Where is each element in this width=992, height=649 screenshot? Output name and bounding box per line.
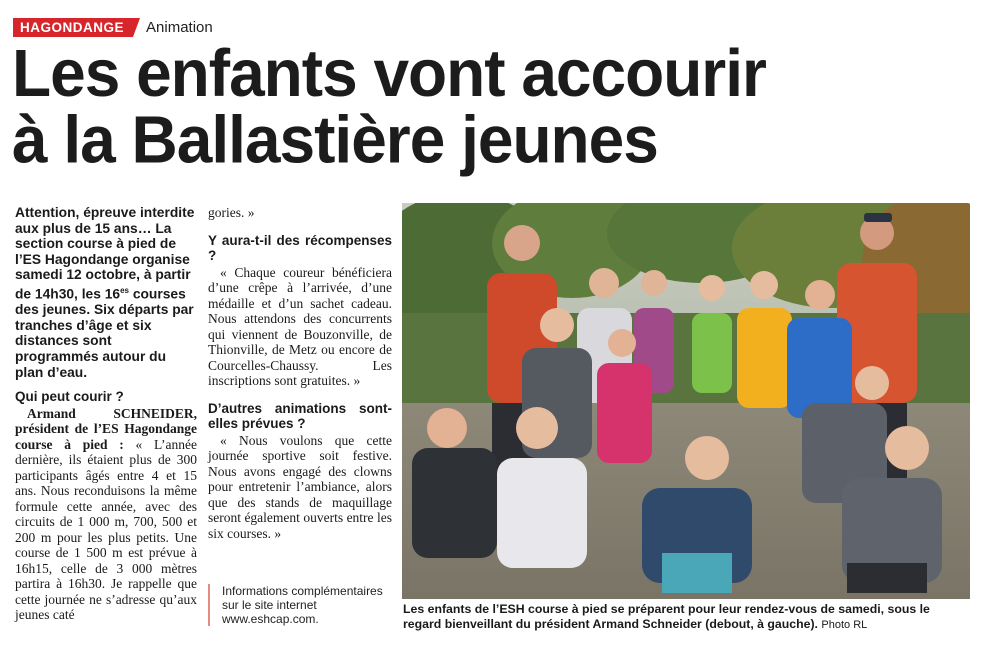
group-photo (402, 203, 970, 599)
article-column-1 (15, 205, 197, 623)
rubric-label: Animation (146, 19, 213, 36)
info-text: Informations complémentaires sur le site internet (222, 584, 383, 612)
photo-caption (403, 602, 970, 633)
info-link[interactable]: www.eshcap.com. (222, 612, 319, 626)
chapo: Attention, épreuve interdite aux plus de 15 ans… La section course à pied de l’ES Hagondange organise samedi 12 octobre, à partir de 14h30, les $16^{es}$ courses des jeunes. Six départs par tranches d’âge et six distances sont programmés autour du plan d’eau. (15, 205, 195, 380)
answer-2: « Chaque coureur bénéficiera d’une crêpe à l’arrivée, d’une médaille et d’un sachet cadeau. Nous attendons des concurrents qui viennent de Bouzonville, de Thionville, de Metz ou encore de Courcelles-Chaussy. Les inscriptions sont gratuites. » (208, 264, 392, 388)
speaker-name: Armand SCHNEIDER, président de l’ES Hagondange course à pied : (15, 405, 197, 452)
headline-line-1: Les enfants vont accourir (12, 35, 766, 111)
article-column-2 (208, 205, 392, 541)
answer-1: Armand SCHNEIDER, président de l’ES Hagondange course à pied : « L’année dernière, ils étaient plus de 300 participants âgés entre 4 et 15 ans. Nous reconduisons la même formule cette année, avec des circuits de 1 000 m, 700, 500 et 200 m pour les plus petits. Une course de 1 500 m est prévue à 16h15, celle de 3 000 mètres partira à 16h30. Je rappelle que cette journée ne s’adresse qu’aux jeunes caté (15, 405, 198, 623)
photo-illustration (402, 203, 970, 599)
column-continuation: gories. » (208, 205, 255, 220)
locality-tag: HAGONDANGE (13, 18, 133, 37)
kicker (13, 18, 213, 37)
question-1-heading: Qui peut courir ? (15, 389, 124, 405)
headline-line-2: à la Ballastière jeunes (12, 102, 658, 178)
answer-3: « Nous voulons que cette journée sportive soit festive. Nous avons engagé des clowns pour entretenir l’ambiance, alors que des stands de maquillage seront également ouverts entre les six courses. » (208, 432, 392, 541)
question-3-heading: D’autres animations sont-elles prévues ? (208, 400, 392, 431)
caption-text: Les enfants de l’ESH course à pied se préparent pour leur rendez-vous de samedi, sous le regard bienveillant du président Armand Schneider (debout, à gauche). (403, 602, 930, 631)
photo-credit: Photo RL (821, 619, 868, 631)
info-box (208, 584, 392, 626)
headline (12, 35, 972, 178)
question-2-heading: Y aura-t-il des récompenses ? (208, 232, 392, 263)
